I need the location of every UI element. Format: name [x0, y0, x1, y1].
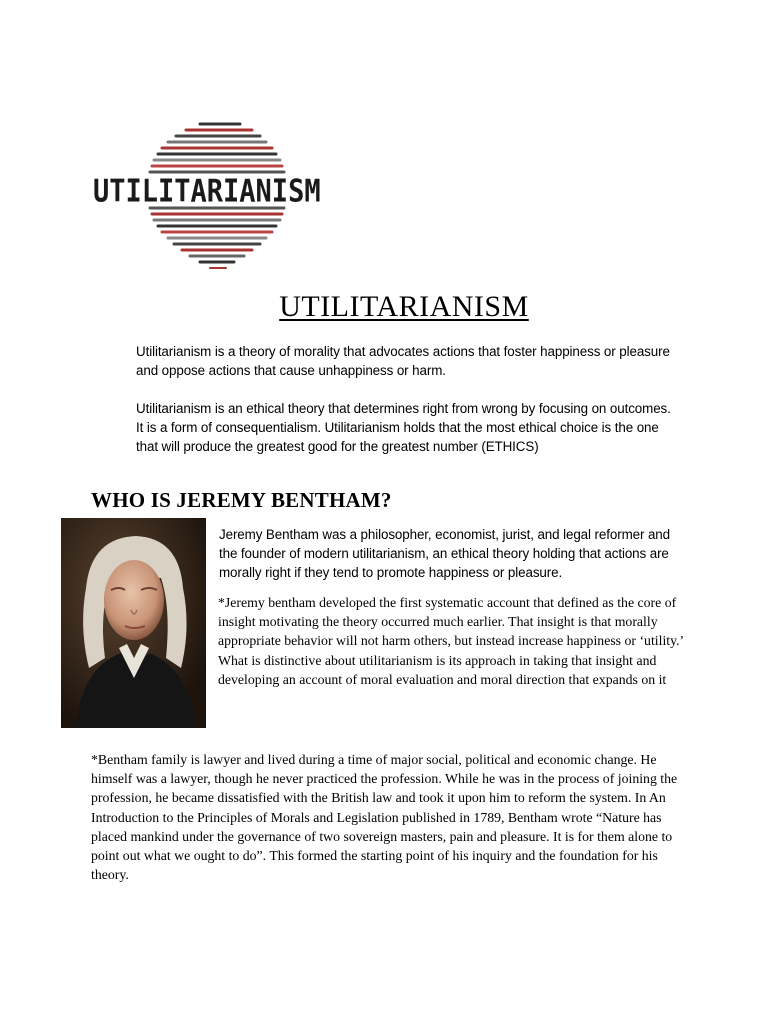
word-cloud-title: UTILITARIANISM	[93, 174, 321, 210]
jeremy-bentham-portrait	[61, 518, 206, 728]
bentham-insight-paragraph: *Jeremy bentham developed the first systematic account that defined as the core of insight motivating the theory occurred much earlier. That insight is that morally appropriate behavior will not harm others, but instead increase happiness or ‘utility.’ What is distinctive about utilitarianism is its approach in taking that insight and developing an account of moral evaluation and moral direction that expands on it	[218, 595, 684, 687]
page-title: UTILITARIANISM	[279, 290, 529, 323]
bentham-intro-paragraph: Jeremy Bentham was a philosopher, economist, jurist, and legal reformer and the founder of modern utilitarianism, an ethical theory holding that actions are morally right if they tend to promote happiness or pleasure.	[219, 527, 670, 580]
intro-paragraph-2: Utilitarianism is an ethical theory that determines right from wrong by focusing on outcomes. It is a form of consequentialism. Utilitarianism holds that the most ethical choice is the one that will produce the greatest good for the greatest number (ETHICS)	[136, 401, 671, 454]
section-heading: WHO IS JEREMY BENTHAM?	[91, 488, 392, 512]
intro-paragraph-1: Utilitarianism is a theory of morality that advocates actions that foster happiness or pleasure and oppose actions that cause unhappiness or harm.	[136, 344, 670, 378]
utilitarianism-word-cloud-image	[88, 118, 321, 270]
portrait-graphic	[61, 518, 206, 728]
bentham-family-paragraph: *Bentham family is lawyer and lived during a time of major social, political and economic change. He himself was a lawyer, though he never practiced the profession. While he was in the process of joining the profession, he became dissatisfied with the British law and took it upon him to reform the system. In An Introduction to the Principles of Morals and Legislation published in 1789, Bentham wrote “Nature has placed mankind under the governance of two sovereign masters, pain and pleasure. It is for them alone to point out what we ought to do”. This formed the starting point of his inquiry and the foundation for his theory.	[91, 752, 678, 883]
